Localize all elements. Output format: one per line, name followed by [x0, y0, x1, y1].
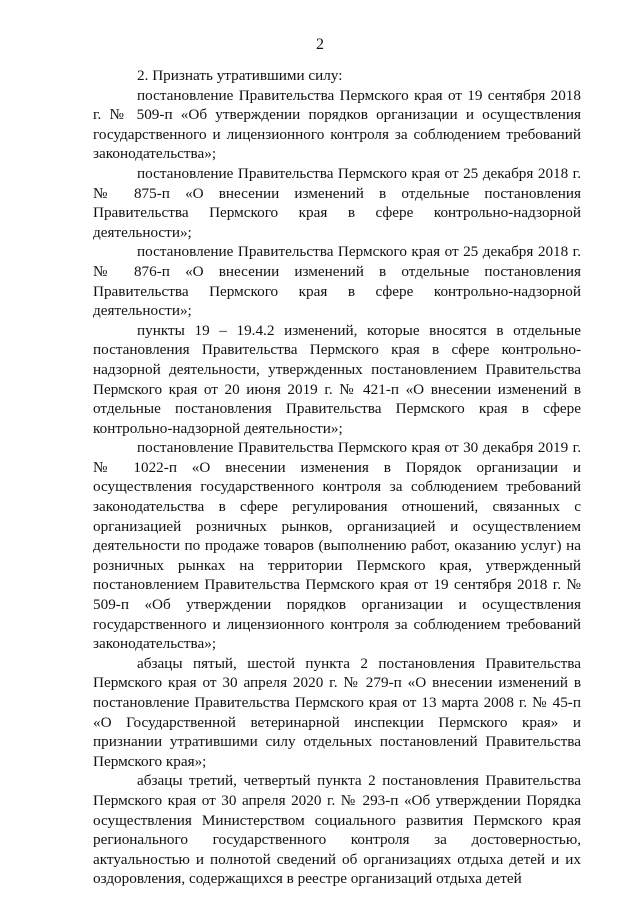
section-heading: 2. Признать утратившими силу: [137, 67, 343, 84]
paragraph-decree-279p: абзацы пятый, шестой пункта 2 постановления Правительства Пермского края от 30 апреля 2020 г. № 279-п «О внесении изменений в постановление Правительства Пермского края от 13 марта 2008 г. № 45-п «О Государственной ветеринарной инспекции Пермского края» и признании утратившими силу отдельных постановлений Правительства Пермского края»; [93, 654, 581, 770]
paragraph-items-19: пункты 19 – 19.4.2 изменений, которые вносятся в отдельные постановления Правительства Пермского края в сфере контрольно-надзорной деятельности, утвержденных постановлением Правительства Пермского края от 20 июня 2019 г. № 421-п «О внесении изменений в отдельные постановления Правительства Пермского края в сфере контрольно-надзорной деятельности»; [93, 321, 581, 437]
page-number: 2 [316, 36, 324, 53]
paragraph-decree-1022p: постановление Правительства Пермского края от 30 декабря 2019 г. № 1022-п «О внесении изменения в Порядок организации и осуществления государственного контроля за соблюдением требований законодательства в сфере регулирования отношений, связанных с организацией розничных рынков, организацией и осуществлением деятельности по продаже товаров (выполнению работ, оказанию услуг) на розничных рынках на территории Пермского края, утвержденный постановлением Правительства Пермского края от 19 сентября 2018 г. № 509-п «Об утверждении порядков организации и осуществления государственного и лицензионного контроля за соблюдением требований законодательства»; [93, 439, 581, 653]
paragraph-decree-876p: постановление Правительства Пермского края от 25 декабря 2018 г. № 876-п «О внесении изменений в отдельные постановления Правительства Пермского края в сфере контрольно-надзорной деятельности»; [93, 243, 581, 320]
paragraph-decree-293p: абзацы третий, четвертый пункта 2 постановления Правительства Пермского края от 30 апреля 2020 г. № 293-п «Об утверждении Порядка осуществления Министерством социального развития Пермского края регионального государственного контроля за достоверностью, актуальностью и полнотой сведений об организациях отдыха детей и их оздоровления, содержащихся в реестре организаций отдыха детей [93, 772, 581, 888]
document-body [93, 66, 581, 889]
paragraph-decree-875p: постановление Правительства Пермского края от 25 декабря 2018 г. № 875-п «О внесении изменений в отдельные постановления Правительства Пермского края в сфере контрольно-надзорной деятельности»; [93, 164, 581, 241]
paragraph-decree-509p: постановление Правительства Пермского края от 19 сентября 2018 г. № 509-п «Об утверждении порядков организации и осуществления государственного и лицензионного контроля за соблюдением требований законодательства»; [93, 86, 581, 163]
